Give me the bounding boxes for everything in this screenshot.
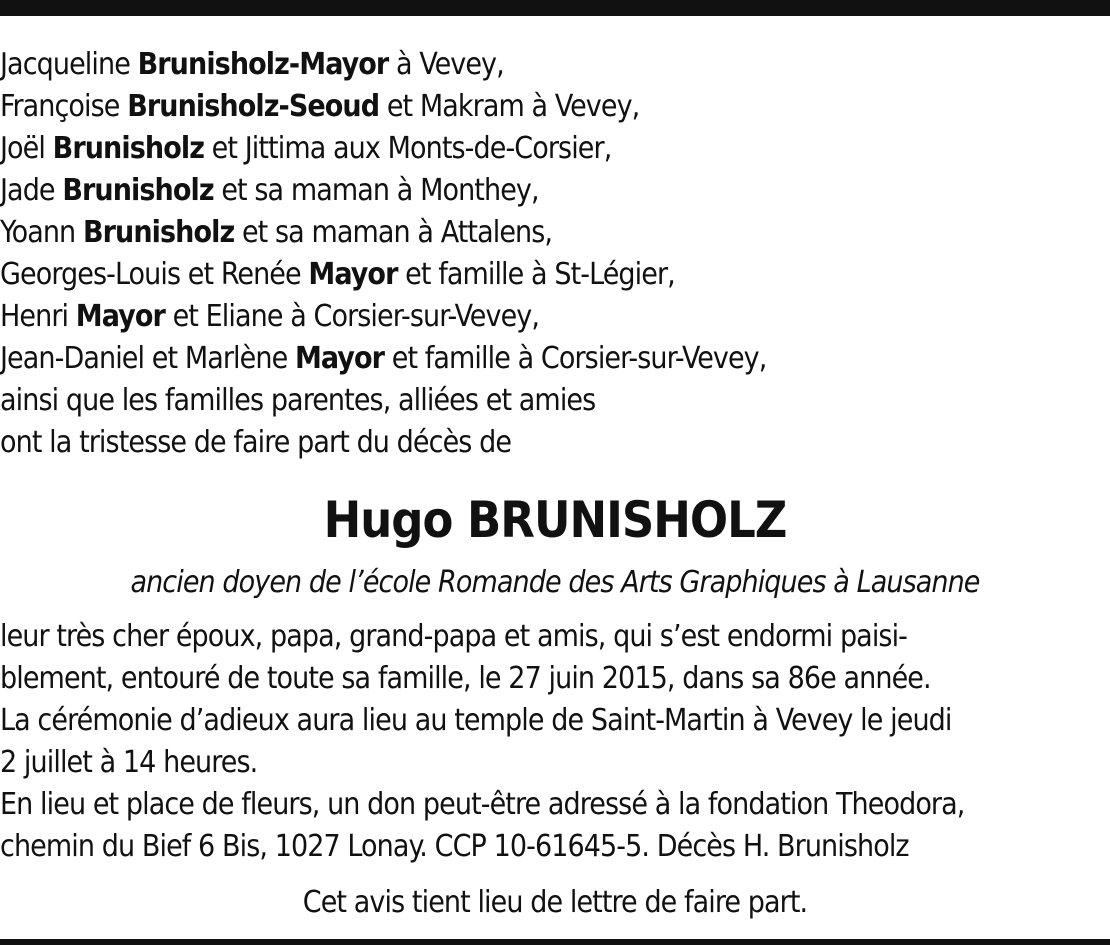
- body-line: La cérémonie d’adieux aura lieu au temple de Saint-Martin à Vevey le jeudi: [0, 703, 952, 738]
- family-line: [0, 254, 1110, 296]
- family-line-text: Jacqueline: [0, 47, 138, 82]
- family-line: [0, 170, 1110, 212]
- family-surname: Mayor: [75, 299, 165, 334]
- body-line: chemin du Bief 6 Bis, 1027 Lonay. CCP 10-61645-5. Décès H. Brunisholz: [0, 829, 909, 864]
- deceased-name: Hugo BRUNISHOLZ: [323, 491, 787, 549]
- family-line: [0, 338, 1110, 380]
- closing-note: Cet avis tient lieu de lettre de faire part.: [302, 885, 808, 920]
- deceased-title: ancien doyen de l’école Romande des Arts Graphiques à Lausanne: [130, 565, 980, 600]
- body-line: leur très cher époux, papa, grand-papa et amis, qui s’est endormi paisi-: [0, 619, 908, 654]
- bottom-border-rule: [0, 939, 1110, 945]
- body-line: blement, entouré de toute sa famille, le 27 juin 2015, dans sa 86e année.: [0, 661, 931, 696]
- family-surname: Brunisholz-Mayor: [137, 47, 389, 82]
- family-line-text: et Jittima aux Monts-de-Corsier,: [204, 131, 612, 166]
- family-line-text: et Makram à Vevey,: [379, 89, 640, 124]
- family-surname: Brunisholz: [62, 173, 214, 208]
- family-surname: Brunisholz: [52, 131, 204, 166]
- family-line: [0, 380, 1110, 422]
- body-line: En lieu et place de fleurs, un don peut-être adressé à la fondation Theodora,: [0, 787, 965, 822]
- family-line-text: et famille à St-Légier,: [397, 257, 675, 292]
- family-line-text: à Vevey,: [388, 47, 504, 82]
- family-line-text: Joël: [0, 131, 53, 166]
- family-line: [0, 296, 1110, 338]
- top-border-rule: [0, 0, 1110, 16]
- family-surname: Mayor: [294, 341, 385, 376]
- family-line-text: Jean-Daniel et Marlène: [0, 341, 295, 376]
- family-line: [0, 128, 1110, 170]
- family-line-text: Georges-Louis et Renée: [0, 257, 309, 292]
- family-line-text: et famille à Corsier-sur-Vevey,: [384, 341, 767, 376]
- family-line-text: Jade: [0, 173, 63, 208]
- family-line-text: et sa maman à Monthey,: [213, 173, 539, 208]
- family-line-text: Yoann: [0, 215, 83, 250]
- announcement-body: [0, 616, 1110, 868]
- family-surname: Brunisholz: [82, 215, 235, 250]
- family-line-text: ainsi que les familles parentes, alliées et amies: [0, 383, 596, 418]
- family-line: [0, 86, 1110, 128]
- family-surname: Brunisholz-Seoud: [127, 89, 380, 124]
- family-line: [0, 44, 1110, 86]
- family-line-text: ont la tristesse de faire part du décès de: [0, 425, 512, 460]
- family-list: [0, 44, 1110, 464]
- family-surname: Mayor: [308, 257, 398, 292]
- family-line-text: Françoise: [0, 89, 128, 124]
- family-line-text: Henri: [0, 299, 76, 334]
- family-line-text: et sa maman à Attalens,: [234, 215, 553, 250]
- family-line: [0, 422, 1110, 464]
- body-line: 2 juillet à 14 heures.: [0, 745, 258, 780]
- family-line: [0, 212, 1110, 254]
- family-line-text: et Eliane à Corsier-sur-Vevey,: [164, 299, 540, 334]
